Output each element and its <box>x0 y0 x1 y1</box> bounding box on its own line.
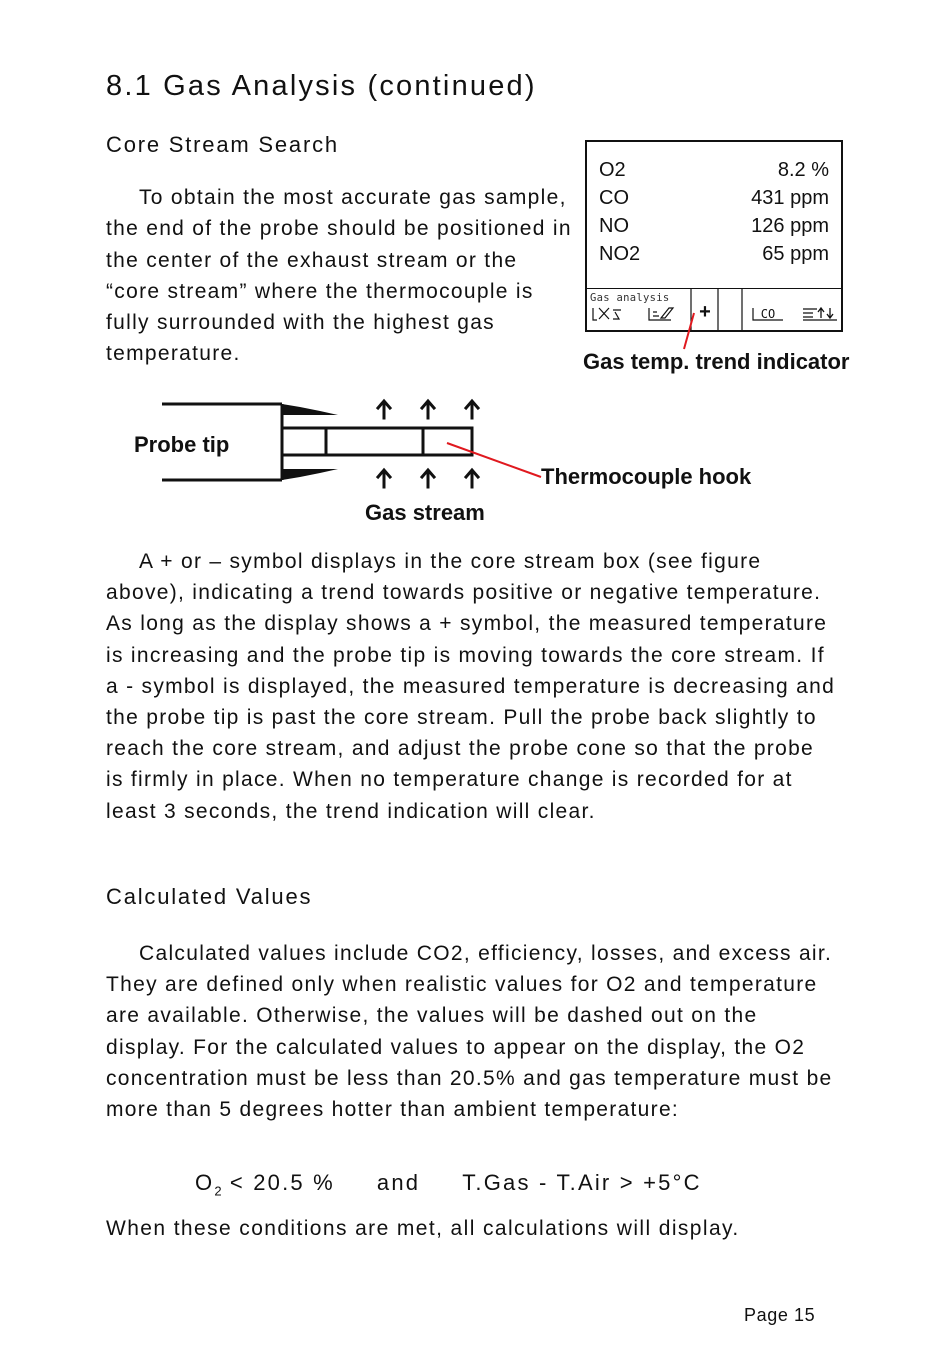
probe-step <box>282 428 326 455</box>
scroll-list-icon <box>803 308 837 320</box>
reading-label: NO <box>599 215 629 237</box>
analyzer-display <box>585 140 843 332</box>
reading-label: O2 <box>599 159 626 181</box>
closing-sentence: When these conditions are met, all calculations will display. <box>106 1217 740 1240</box>
o2-condition: < 20.5 % <box>229 1170 335 1195</box>
gas-arrow-up <box>466 470 478 487</box>
trend-paragraph: A + or – symbol displays in the core stream box (see figure above), indicating a trend towards positive or negative temperature. As long as the display shows a + symbol, the measured temperature is increasing and the probe tip is moving towards the core stream. If a - symbol is displayed, the measured temperature is decreasing and the probe tip is past the core stream. Pull the probe back slightly to reach the core stream, and adjust the probe cone so that the probe is firmly in place. When no temperature change is recorded for at least 3 seconds, the trend indication will clear. <box>106 550 836 823</box>
reading-value: 65 ppm <box>762 243 829 265</box>
trend-symbol: + <box>699 301 711 323</box>
status-bar <box>587 288 841 330</box>
probe-taper <box>282 404 338 480</box>
reading-value: 126 ppm <box>751 215 829 237</box>
gas-arrow-up <box>422 401 434 418</box>
co-icon-text: CO <box>760 307 776 321</box>
gas-arrow-up <box>422 470 434 487</box>
reading-label: NO2 <box>599 243 641 265</box>
thermocouple-hook-label: Thermocouple hook <box>541 464 752 489</box>
core-stream-paragraph: To obtain the most accurate gas sample, the end of the probe should be positioned in the center of the exhaust stream or the “core stream” where the thermocouple is fully surrounded with the highest gas temperature. <box>106 186 572 366</box>
reading-label: CO <box>599 187 629 209</box>
probe-tip-label: Probe tip <box>134 432 230 457</box>
trend-indicator-callout: Gas temp. trend indicator <box>583 349 850 374</box>
status-label: Gas analysis <box>590 292 670 304</box>
page-number: Page 15 <box>744 1305 816 1325</box>
condition-formula <box>195 1170 702 1198</box>
section-heading-calculated-values: Calculated Values <box>106 884 313 909</box>
page-title: 8.1 Gas Analysis (continued) <box>106 70 537 102</box>
gas-arrow-up <box>466 401 478 418</box>
o2-subscript: 2 <box>214 1183 222 1199</box>
printer-icon <box>649 308 673 320</box>
formula-conjunction: and <box>376 1170 421 1195</box>
temperature-condition: T.Gas - T.Air > +5°C <box>462 1170 702 1195</box>
gas-arrow-up <box>378 401 390 418</box>
co-sensor-icon <box>753 307 783 321</box>
section-heading-core-stream: Core Stream Search <box>106 132 339 157</box>
gas-arrow-up <box>378 470 390 487</box>
o2-symbol: O <box>195 1170 215 1195</box>
probe-tip-tube <box>326 428 472 455</box>
reading-value: 8.2 % <box>777 159 829 181</box>
calculated-values-paragraph: Calculated values include CO2, efficiency, losses, and excess air. They are defined only when realistic values for O2 and temperature are available. Otherwise, the values will be dashed out on the display. For the calculated values to appear on the display, the O2 concentration must be less than 20.5% and gas temperature must be more than 5 degrees hotter than ambient temperature: <box>106 942 833 1122</box>
gas-stream-label: Gas stream <box>365 500 485 525</box>
measure-icon <box>593 308 621 320</box>
reading-value: 431 ppm <box>751 187 829 209</box>
